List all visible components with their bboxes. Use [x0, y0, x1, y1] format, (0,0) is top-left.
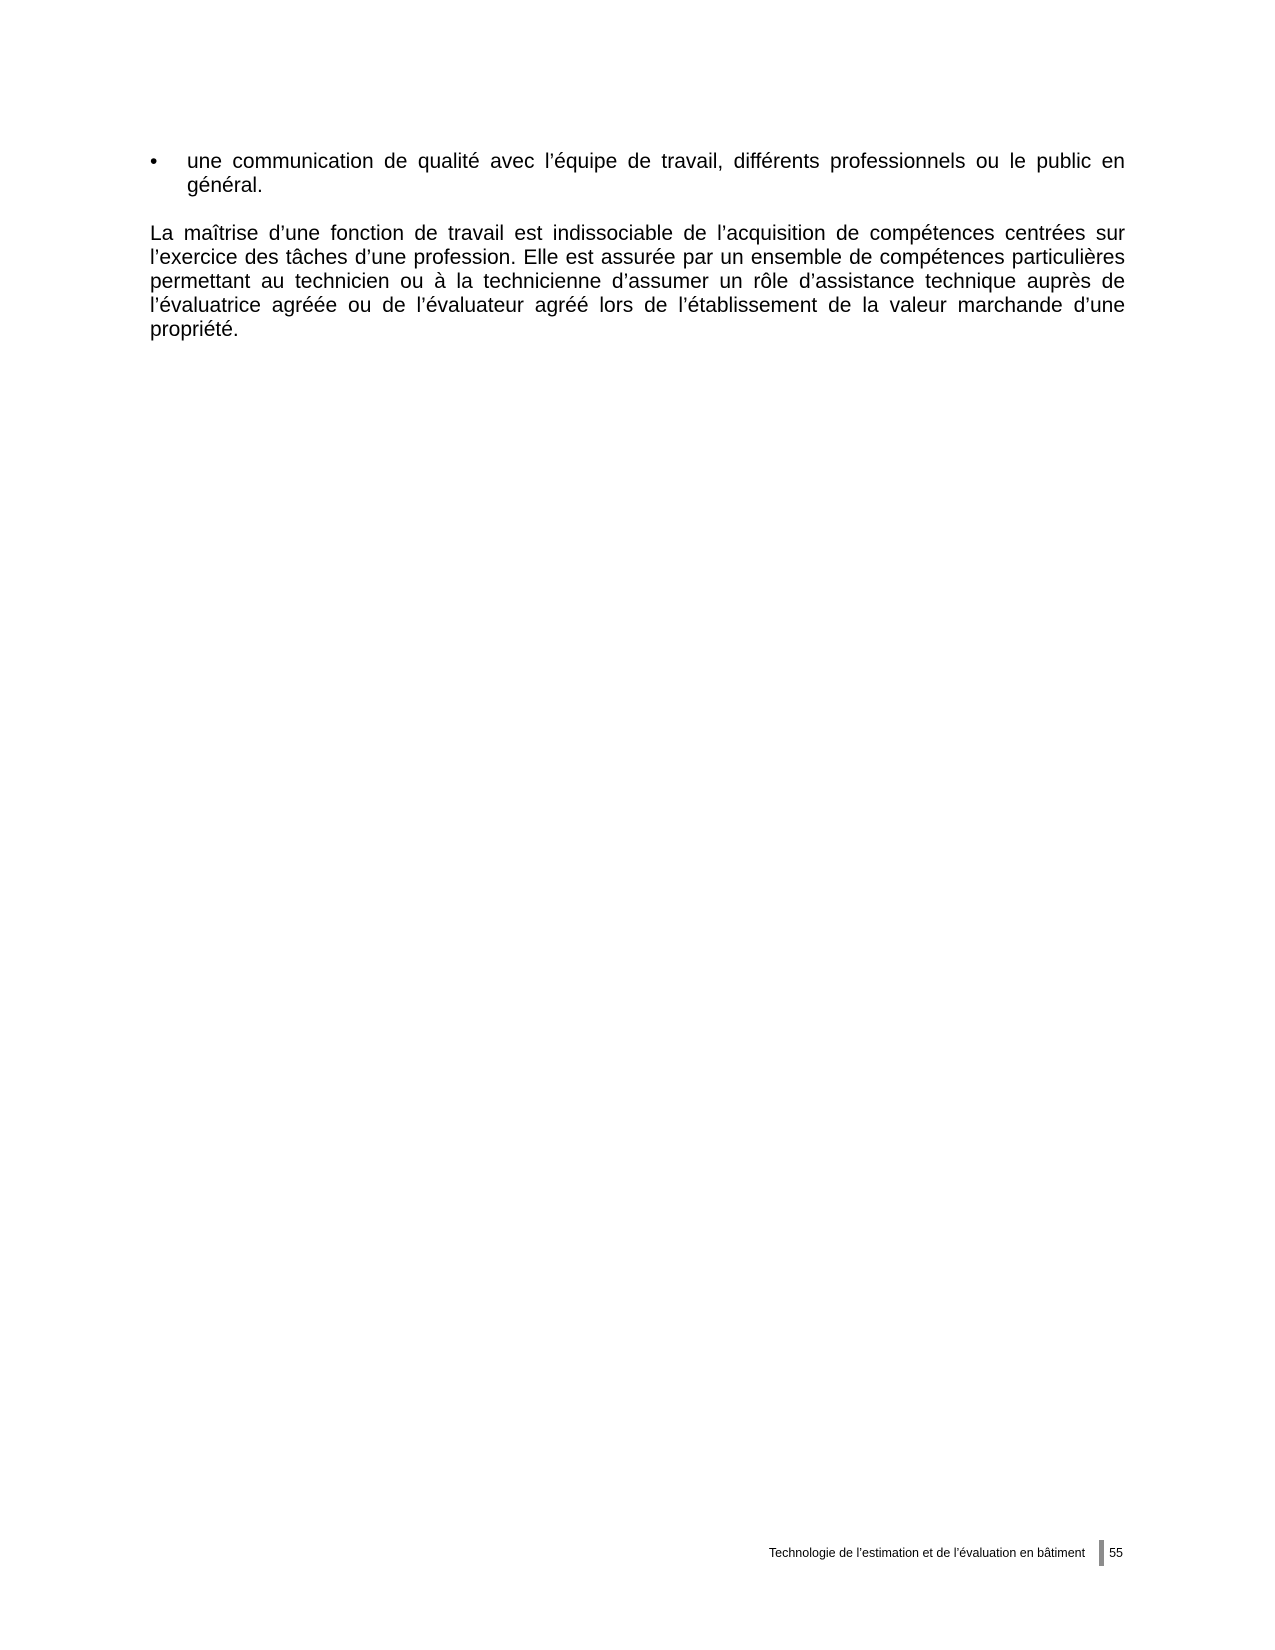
- bullet-icon: •: [150, 150, 158, 173]
- page-number: 55: [1109, 1546, 1123, 1560]
- bullet-list: [150, 150, 1125, 198]
- bullet-text: une communication de qualité avec l’équipe de travail, différents professionnels ou le public en général.: [187, 150, 1125, 197]
- page-footer: [769, 1540, 1123, 1566]
- bullet-item: [150, 150, 1125, 198]
- page-content: [150, 150, 1125, 342]
- footer-title: Technologie de l’estimation et de l’évaluation en bâtiment: [768, 1546, 1086, 1560]
- footer-divider-bar: [1099, 1540, 1104, 1566]
- body-paragraph: La maîtrise d’une fonction de travail est indissociable de l’acquisition de compétences centrées sur l’exercice des tâches d’une profession. Elle est assurée par un ensemble de compétences particulières permettant au technicien ou à la technicienne d’assumer un rôle d’assistance technique auprès de l’évaluatrice agréée ou de l’évaluateur agréé lors de l’établissement de la valeur marchande d’une propriété.: [150, 222, 1125, 341]
